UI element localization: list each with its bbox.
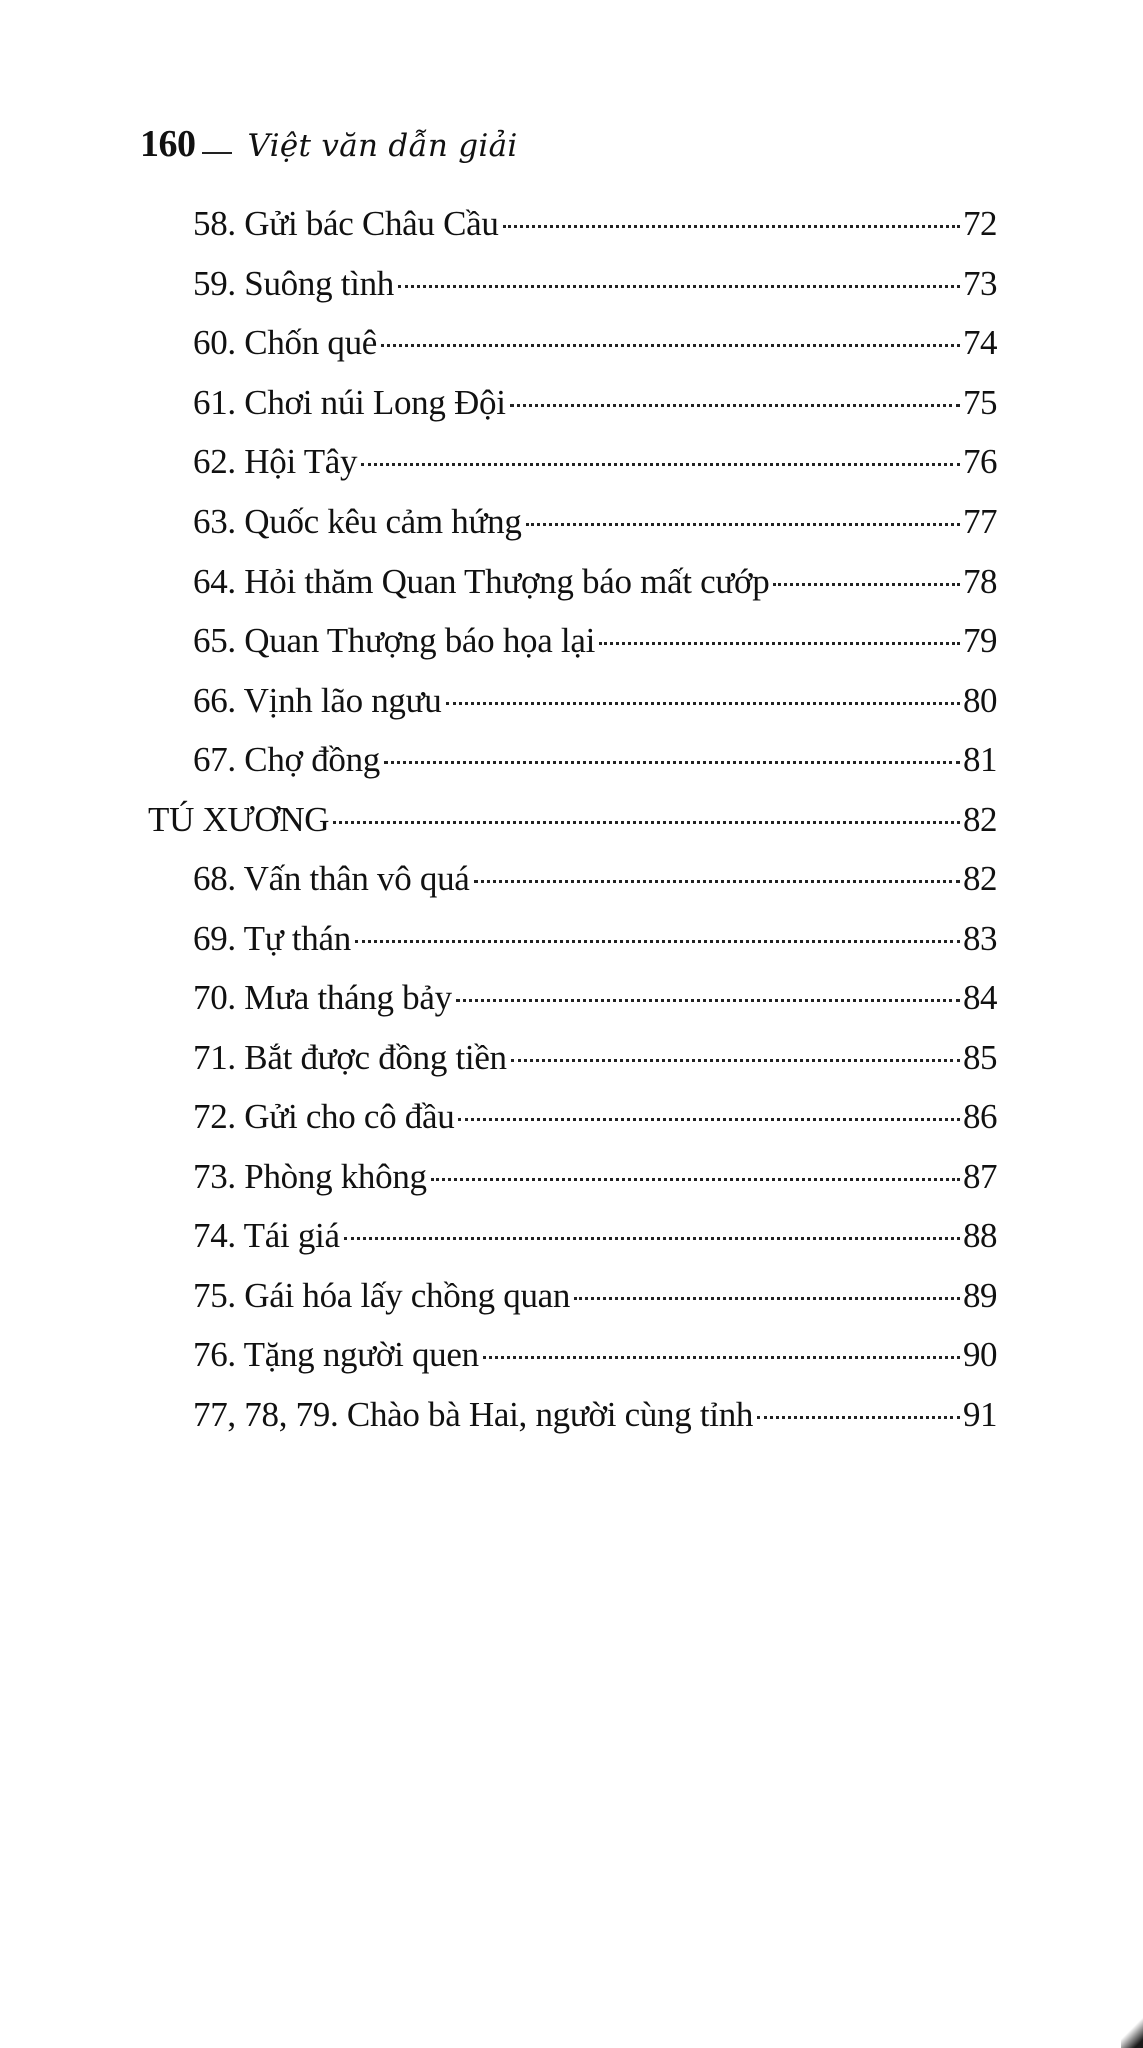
toc-entry-page: 82	[963, 859, 997, 898]
toc-entry-page: 90	[963, 1335, 997, 1374]
toc-entry-title: 58. Gửi bác Châu Cầu	[193, 204, 499, 243]
dot-leader	[574, 1297, 960, 1300]
dot-leader	[510, 404, 960, 407]
dot-leader	[333, 821, 960, 824]
running-header	[140, 122, 518, 172]
toc-entry-page: 84	[963, 978, 997, 1017]
toc-entry-title: 77, 78, 79. Chào bà Hai, người cùng tỉnh	[193, 1395, 754, 1434]
toc-entry	[193, 497, 997, 547]
toc-entry-page: 79	[963, 621, 997, 660]
dot-leader	[384, 761, 960, 764]
toc-entry-title: 66. Vịnh lão ngưu	[193, 681, 442, 720]
toc-entry-page: 88	[963, 1216, 997, 1255]
toc-entry	[193, 199, 997, 249]
toc-entry-page: 75	[963, 383, 997, 422]
toc-entry	[193, 735, 997, 785]
toc-entry-title: 75. Gái hóa lấy chồng quan	[193, 1276, 571, 1315]
dot-leader	[773, 583, 960, 586]
toc-entry-title: 65. Quan Thượng báo họa lại	[193, 621, 595, 660]
toc-entry	[193, 616, 997, 666]
toc-entry-title: 70. Mưa tháng bảy	[193, 978, 452, 1017]
toc-entry-page: 86	[963, 1097, 997, 1136]
toc-entry-title: 67. Chợ đồng	[193, 740, 381, 779]
dot-leader	[599, 642, 960, 645]
dot-leader	[757, 1416, 960, 1419]
toc-entry-title: 64. Hỏi thăm Quan Thượng báo mất cướp	[193, 562, 770, 601]
toc-entry-page: 74	[963, 323, 997, 362]
toc-entry-page: 91	[963, 1395, 997, 1434]
scan-corner-shadow	[1121, 2014, 1143, 2048]
toc-entry-title: 68. Vấn thân vô quá	[193, 859, 470, 898]
dot-leader	[344, 1237, 960, 1240]
page-number: 160	[140, 123, 196, 165]
toc-entry-page: 89	[963, 1276, 997, 1315]
dot-leader	[483, 1356, 960, 1359]
toc-entry	[193, 1211, 997, 1261]
dot-leader	[526, 523, 960, 526]
toc-entry-page: 81	[963, 740, 997, 779]
toc-entry-title: 74. Tái giá	[193, 1216, 340, 1255]
toc-entry	[193, 437, 997, 487]
toc-entry-title: 62. Hội Tây	[193, 442, 358, 481]
book-title: Việt văn dẫn giải	[247, 128, 518, 164]
toc-section-heading	[148, 795, 997, 845]
toc-entry	[193, 1092, 997, 1142]
toc-entry	[193, 914, 997, 964]
toc-entry	[193, 1152, 997, 1202]
toc-entry	[193, 1033, 997, 1083]
dot-leader	[446, 702, 961, 705]
dot-leader	[355, 940, 960, 943]
toc-entry-page: 78	[963, 562, 997, 601]
dot-leader	[503, 225, 960, 228]
toc-entry-title: 76. Tặng người quen	[193, 1335, 479, 1374]
dot-leader	[398, 285, 960, 288]
toc-entry-page: 77	[963, 502, 997, 541]
dot-leader	[511, 1059, 960, 1062]
toc-entry-page: 76	[963, 442, 997, 481]
toc-entry	[193, 557, 997, 607]
toc-entry-page: 83	[963, 919, 997, 958]
toc-entry-title: 61. Chơi núi Long Đội	[193, 383, 506, 422]
toc-entry-page: 80	[963, 681, 997, 720]
toc-entry	[193, 1271, 997, 1321]
toc-entry-page: 87	[963, 1157, 997, 1196]
toc-entry	[193, 854, 997, 904]
dot-leader	[381, 344, 960, 347]
dot-leader	[361, 463, 960, 466]
toc-entry	[193, 318, 997, 368]
toc-section-page: 82	[963, 800, 997, 839]
dot-leader	[474, 880, 960, 883]
toc-entry-title: 72. Gửi cho cô đầu	[193, 1097, 455, 1136]
toc-entry-title: 71. Bắt được đồng tiền	[193, 1038, 507, 1077]
toc-entry	[193, 259, 997, 309]
toc-entry	[193, 1330, 997, 1380]
toc-entry-title: 69. Tự thán	[193, 919, 351, 958]
dot-leader	[456, 999, 960, 1002]
dot-leader	[458, 1118, 960, 1121]
toc-entry-page: 72	[963, 204, 997, 243]
toc-entry	[193, 676, 997, 726]
toc-entry	[193, 378, 997, 428]
toc-entry	[193, 1390, 997, 1440]
toc-section-title: TÚ XƯƠNG	[148, 800, 330, 839]
toc-entry	[193, 973, 997, 1023]
toc-entry-title: 59. Suông tình	[193, 264, 394, 303]
toc-entry-title: 60. Chốn quê	[193, 323, 378, 362]
header-dash-divider	[202, 152, 232, 154]
toc-entry-page: 73	[963, 264, 997, 303]
dot-leader	[431, 1178, 960, 1181]
toc-entry-title: 63. Quốc kêu cảm hứng	[193, 502, 522, 541]
toc-entry-page: 85	[963, 1038, 997, 1077]
toc-entry-title: 73. Phòng không	[193, 1157, 427, 1196]
